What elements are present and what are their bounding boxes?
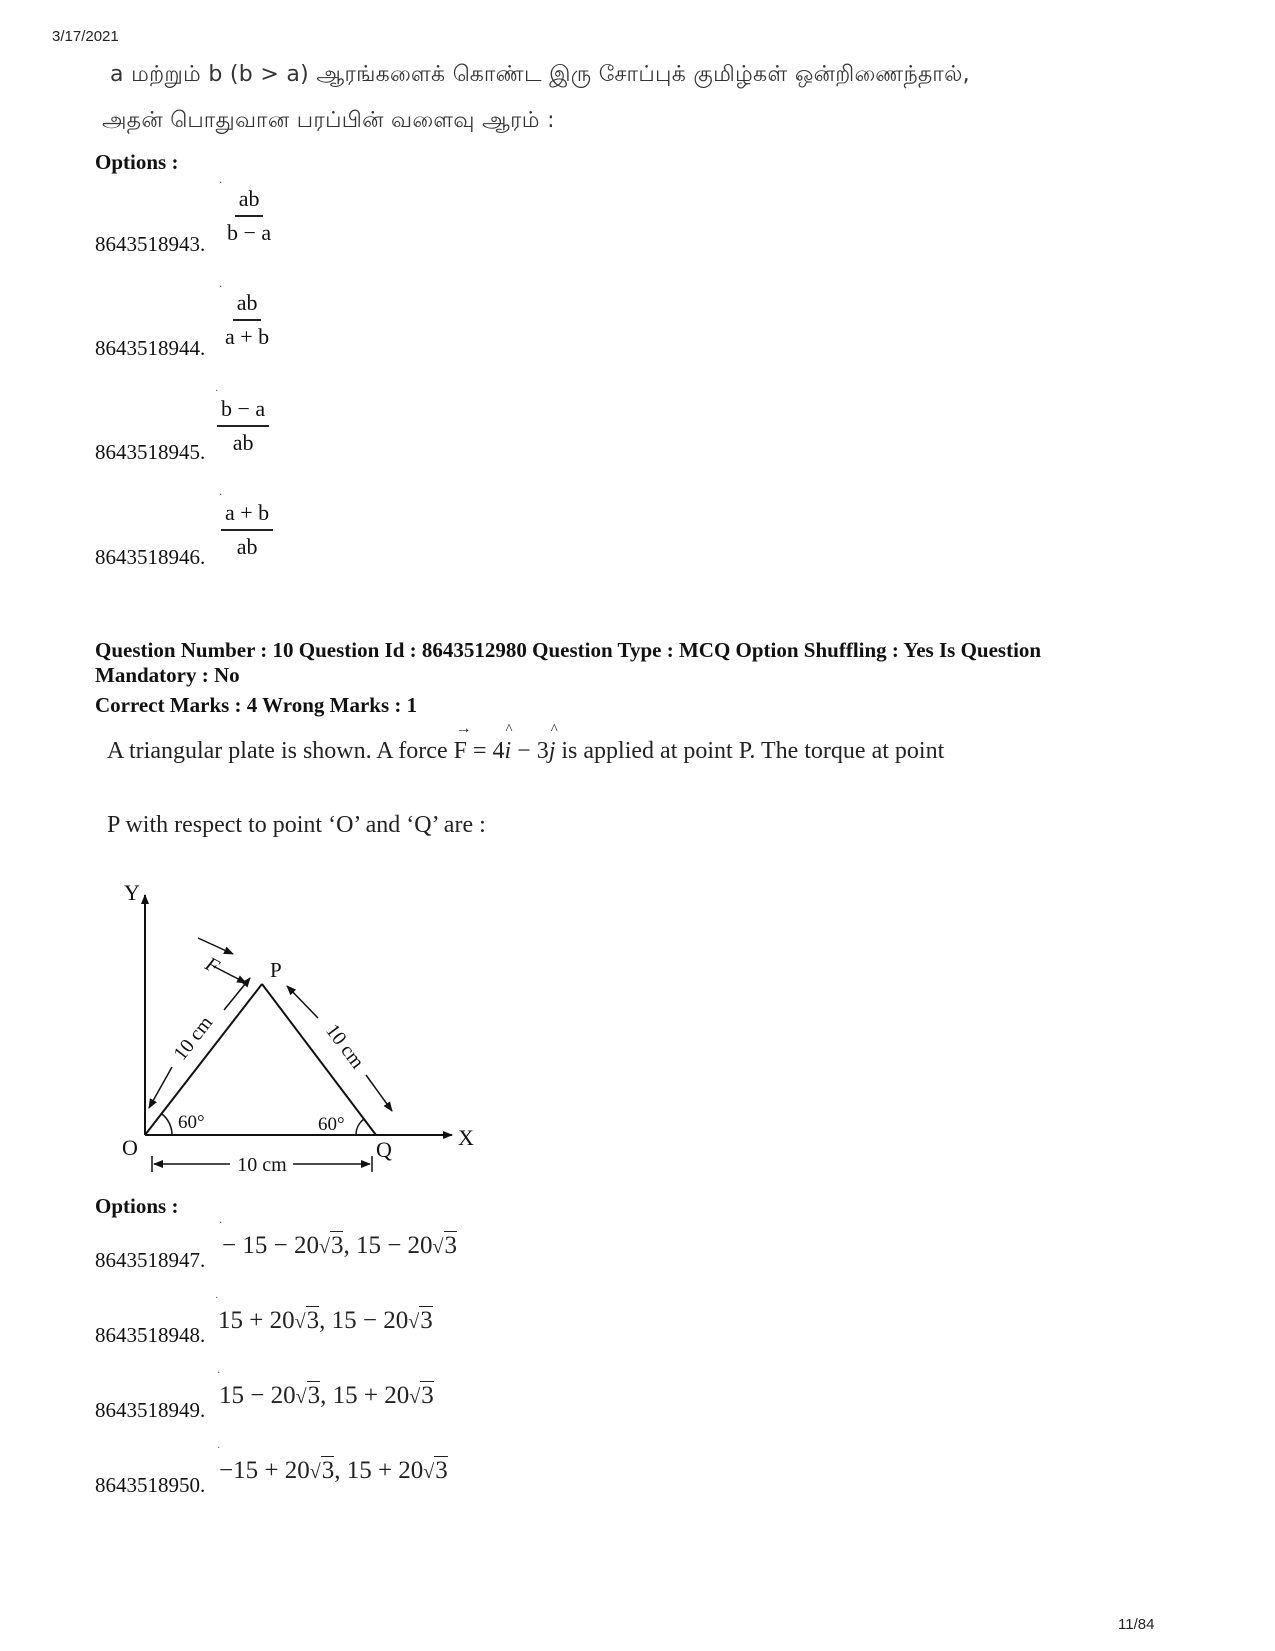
option-id: 8643518950. [95,1473,206,1497]
fraction-numerator: ab [233,290,262,321]
hat-symbol: ^ [505,722,513,738]
question-10-text-line1 [107,720,945,765]
x-axis-label: X [458,1125,474,1150]
option-id: 8643518947. [95,1248,206,1272]
question-text-part: A triangular plate is shown. A force [107,738,454,764]
point-p-label: P [270,958,282,982]
force-symbol: F [453,738,467,764]
option-row: · 8643518950. −15 + 20√3, 15 + 20√3 [95,1443,448,1497]
fraction [223,186,275,246]
fraction-denominator: a + b [225,324,270,349]
option-id: 8643518946. [95,545,206,569]
hat-symbol: ^ [550,722,558,738]
option-row: · 8643518947. − 15 − 20√3, 15 − 20√3 [95,1218,458,1272]
fraction [217,396,269,456]
option-row: · 8643518944. $\frac{ab}{a + b}$ [95,284,495,374]
sqrt-symbol: √ [294,1311,306,1333]
question-text-part: is applied at point P. The torque at point [555,738,945,764]
option-expression: − 15 − 20√3, 15 − 20√3 [222,1232,458,1259]
angle-q-label: 60° [318,1114,345,1135]
fraction-numerator: b − a [217,396,269,427]
radicand: 3 [321,1457,335,1484]
radicand: 3 [330,1232,344,1259]
option-row: · 8643518949. 15 − 20√3, 15 + 20√3 [95,1368,434,1422]
option-row: · 8643518946. $\frac{a + b}{ab}$ [95,494,495,584]
options-label: Options : [95,150,179,174]
fraction [221,290,273,350]
point-q-label: Q [376,1137,392,1162]
radicand: 3 [421,1382,434,1409]
unit-vector-i: ^ i [504,722,513,764]
options-label: Options : [95,1194,179,1218]
question-9-text-line2: அதன் பொதுவான பரப்பின் வளைவு ஆரம் : [102,108,555,133]
question-10-text-line2: P with respect to point ‘O’ and ‘Q’ are : [107,812,486,838]
question-meta-line2: Mandatory : No [95,663,240,687]
option-id: 8643518945. [95,440,206,464]
radicand: 3 [307,1382,321,1409]
fraction-numerator: ab [235,186,264,217]
fraction [221,500,273,560]
option-id: 8643518948. [95,1323,206,1347]
sqrt-symbol: √ [408,1311,420,1333]
option-row: · 8643518943. $\frac{ab}{b - a}$ [95,180,495,270]
force-vector [453,720,472,765]
print-date: 3/17/2021 [52,28,119,45]
fraction-numerator: a + b [221,500,273,531]
radicand: 3 [420,1307,433,1334]
sqrt-symbol: √ [309,1461,321,1483]
question-meta-line1: Question Number : 10 Question Id : 8643512980 Question Type : MCQ Option Shuffling : Yes Is Question [95,638,1042,662]
fraction-denominator: b − a [227,220,272,245]
unit-vector-j: ^ j [548,722,558,764]
fraction-denominator: ab [232,430,254,455]
question-9-text-line1: a மற்றும் b (b > a) ஆரங்களைக் கொண்ட இரு சோப்புக் குமிழ்கள் ஒன்றிணைந்தால், [110,62,970,87]
option-id: 8643518949. [95,1398,206,1422]
fraction-denominator: ab [236,534,258,559]
force-minus: − 3 [511,738,549,764]
option-id: 8643518944. [95,336,206,360]
y-axis-label: Y [124,880,140,905]
sqrt-symbol: √ [432,1236,444,1258]
force-equals: = 4 [466,738,505,764]
sqrt-symbol: √ [318,1236,330,1258]
radicand: 3 [444,1232,458,1259]
sqrt-symbol: √ [295,1386,307,1408]
angle-o-label: 60° [178,1112,205,1133]
option-id: 8643518943. [95,232,206,256]
radicand: 3 [435,1457,448,1484]
side-pq-length-label: 10 cm [321,1020,369,1073]
radicand: 3 [306,1307,320,1334]
page-number: 11/84 [1118,1616,1155,1633]
side-op-length-label: 10 cm [169,1012,218,1065]
sqrt-symbol: √ [423,1461,435,1483]
option-row: · 8643518945. $\frac{b - a}{ab}$ [95,390,495,480]
point-o-label: O [122,1135,138,1160]
base-length-label: 10 cm [237,1154,287,1176]
sqrt-symbol: √ [409,1386,421,1408]
triangle-plate-figure [100,870,500,1185]
option-row: · 8643518948. 15 + 20√3, 15 − 20√3 [95,1293,433,1347]
force-label: F [201,952,223,979]
option-expression: −15 + 20√3, 15 + 20√3 [219,1457,448,1484]
question-marks: Correct Marks : 4 Wrong Marks : 1 [95,693,418,717]
vector-arrow: → [455,720,472,737]
option-expression: 15 + 20√3, 15 − 20√3 [218,1307,433,1334]
option-expression: 15 − 20√3, 15 + 20√3 [219,1382,434,1409]
